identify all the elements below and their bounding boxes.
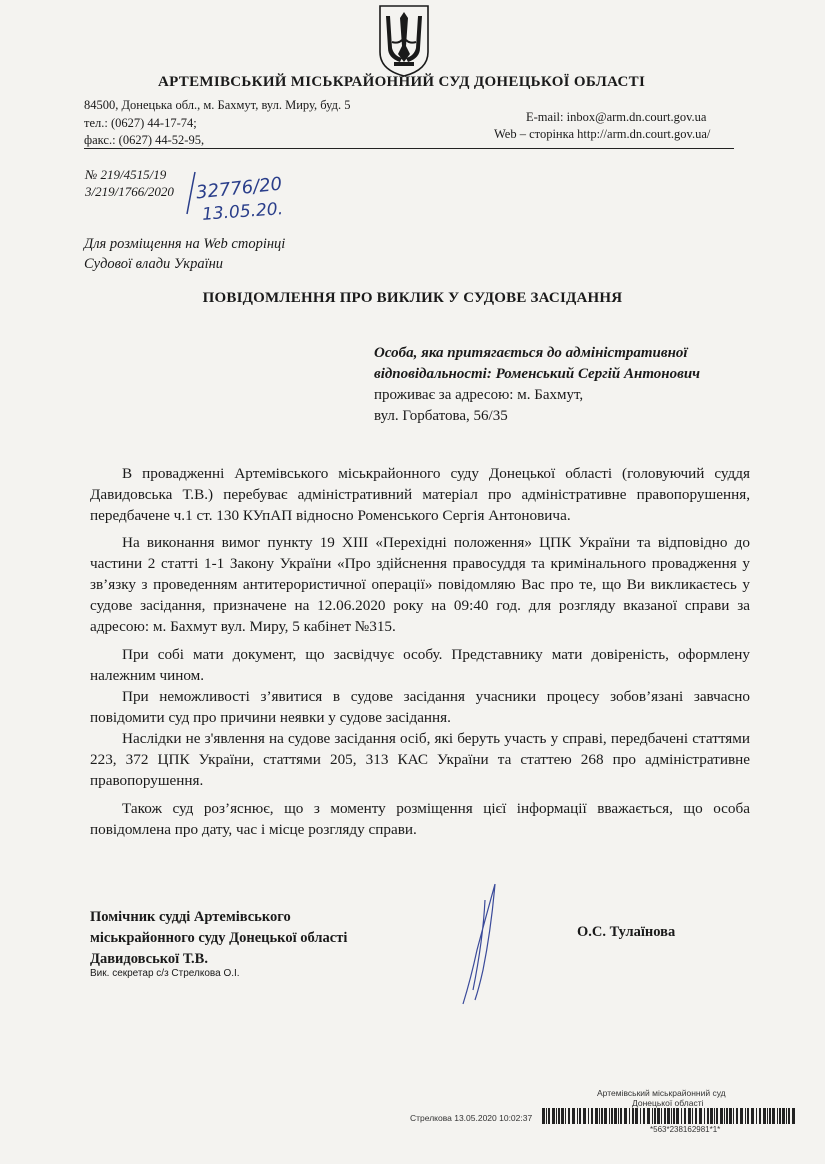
signatory-title <box>90 907 420 970</box>
body-paragraph-6: Також суд роз’яснює, що з моменту розміщення цієї інформації вважається, що особа повідомлена про дату, час і місце розгляду справи. <box>90 800 750 838</box>
signatory-title-line-2: міськрайонного суду Донецької області <box>90 930 348 946</box>
handwritten-signature-icon <box>455 880 515 1010</box>
addressee-label-line-2: відповідальності: Роменський Сергій Антонович <box>374 366 701 382</box>
body-paragraph-3: При собі мати документ, що засвідчує особу. Представнику мати довіреність, оформлену належним чином. <box>90 646 750 684</box>
addressee-residence-line-1: проживає за адресою: м. Бахмут, <box>374 387 584 403</box>
stamp-court-line-1: Артемівський міськрайонний суд <box>597 1088 726 1098</box>
case-number: № 219/4515/19 <box>85 167 167 182</box>
executor-note: Вик. секретар с/з Стрелкова О.І. <box>90 968 240 979</box>
court-phone: тел.: (0627) 44-17-74; <box>84 116 197 130</box>
placement-note-line-1: Для розміщення на Web сторінці <box>84 236 286 252</box>
placement-note-line-2: Судової влади України <box>84 256 224 272</box>
court-fax: факс.: (0627) 44-52-95, <box>84 133 734 149</box>
body-paragraph-1: В провадженні Артемівського міськрайонного суду Донецької області (головуючий суддя Давидовська Т.В.) перебуває адміністративний матеріал про адміністративне правопорушення, передбачене ч.1 ст. 130 КУпАП відносно Роменського Сергія Антоновича. <box>90 465 750 524</box>
handwritten-registration-number: 32776/20 <box>195 173 284 204</box>
notice-body <box>90 463 750 847</box>
stamp-timestamp: Стрелкова 13.05.2020 10:02:37 <box>410 1113 533 1123</box>
court-name: АРТЕМІВСЬКИЙ МІСЬКРАЙОННИЙ СУД ДОНЕЦЬКОЇ ОБЛАСТІ <box>158 74 646 90</box>
court-address: 84500, Донецька обл., м. Бахмут, вул. Миру, буд. 5 <box>84 98 351 112</box>
barcode-text: *563*238162981*1* <box>650 1125 721 1134</box>
body-paragraph-5: Наслідки не з'явлення на судове засідання осіб, які беруть участь у справі, передбачені статтями 223, 372 ЦПК України, статтями 205, 313 КАС України та статтею 268 про адміністративне правопорушення. <box>90 730 750 789</box>
court-website: Web – сторінка http://arm.dn.court.gov.ua/ <box>494 127 711 141</box>
stamp-court-line-2: Донецької області <box>632 1098 704 1108</box>
signatory-title-line-1: Помічник судді Артемівського <box>90 909 291 925</box>
body-paragraph-2: На виконання вимог пункту 19 XIII «Перехідні положення» ЦПК України та відповідно до частини 2 статті 1-1 Закону України «Про здійснення правосуддя та кримінального провадження у зв’язку з проведенням антитерористичної операції» повідомляю Вас про те, що Ви викликаєтесь у судове засідання, призначене на 12.06.2020 року на 09:40 год. для розгляду вказаної справи за адресою: м. Бахмут вул. Миру, 5 кабінет №315. <box>90 534 750 635</box>
barcode-icon <box>542 1108 796 1124</box>
signatory-name: О.С. Тулаїнова <box>577 924 676 940</box>
addressee-block <box>374 343 754 427</box>
proceeding-number: 3/219/1766/2020 <box>85 184 174 199</box>
signatory-title-line-3: Давидовської Т.В. <box>90 951 208 967</box>
court-email: E-mail: inbox@arm.dn.court.gov.ua <box>526 110 707 124</box>
addressee-residence-line-2: вул. Горбатова, 56/35 <box>374 408 508 424</box>
addressee-label-line-1: Особа, яка притягається до адміністративної <box>374 345 688 361</box>
body-paragraph-4: При неможливості з’явитися в судове засідання учасники процесу зобов’язані завчасно повідомити суд про причини неявки у судове засідання. <box>90 688 750 726</box>
document-title: ПОВІДОМЛЕННЯ ПРО ВИКЛИК У СУДОВЕ ЗАСІДАННЯ <box>202 290 623 306</box>
handwritten-registration-date: 13.05.20. <box>201 199 284 225</box>
coat-of-arms-icon <box>376 4 432 78</box>
